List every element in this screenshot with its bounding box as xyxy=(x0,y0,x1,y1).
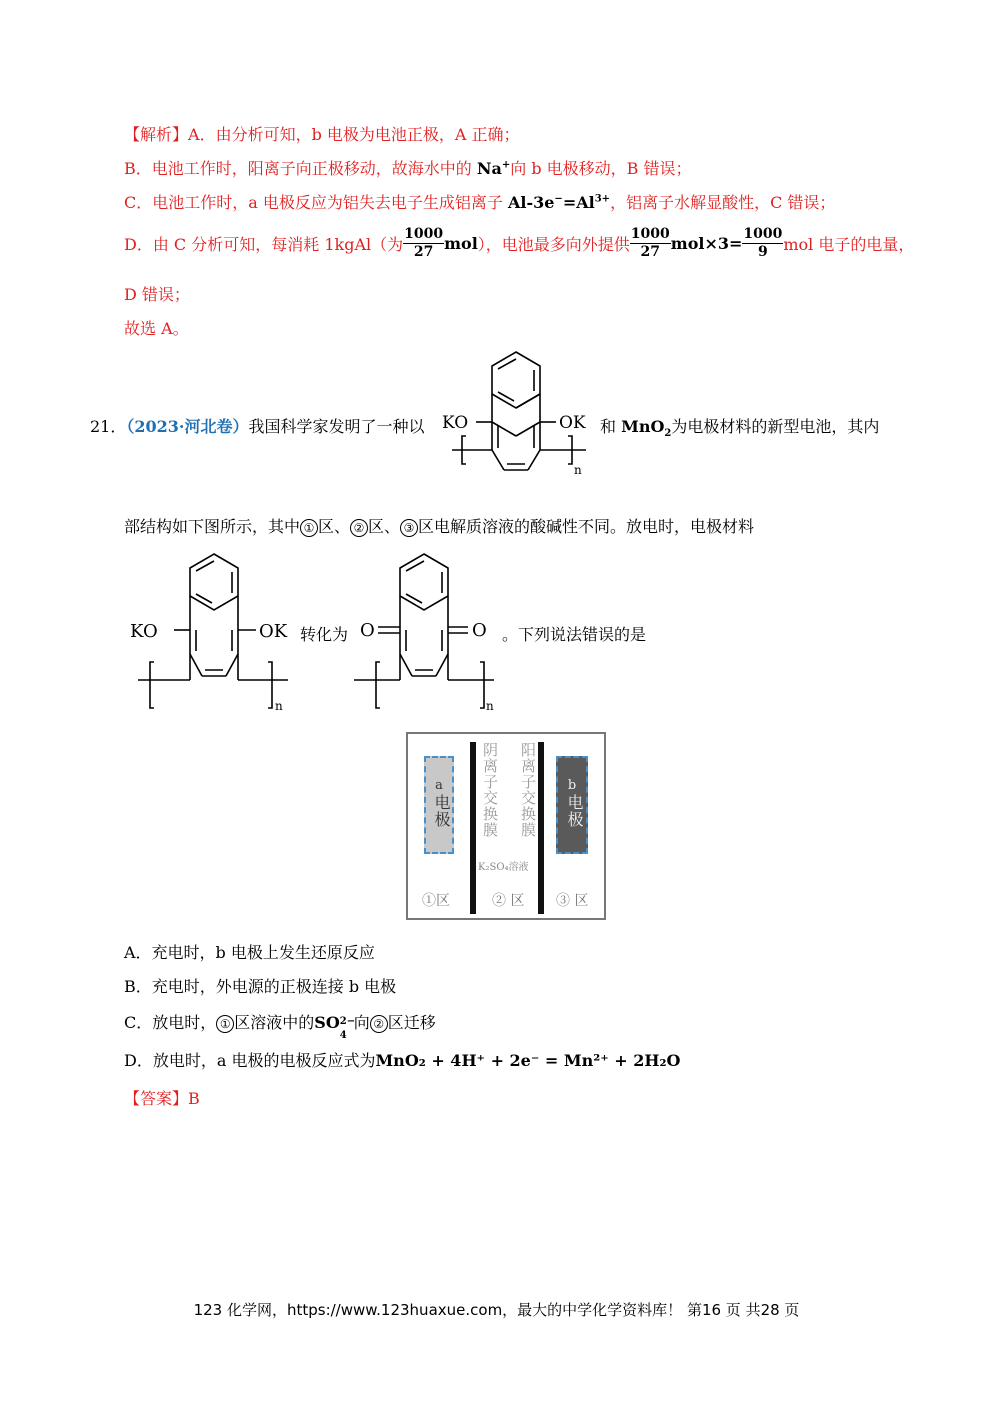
electrode-a-label: 电极 xyxy=(432,794,451,828)
svg-text:OK: OK xyxy=(559,413,586,433)
polymer-structure-3 xyxy=(354,548,504,716)
polymer-structure-2 xyxy=(128,548,298,716)
svg-text:n: n xyxy=(574,463,582,477)
option-c: C．放电时， ① 区溶液中的SO 2− 4 向 ② 区迁移 xyxy=(124,1013,436,1041)
cation-membrane-label: 阳离子交换膜 xyxy=(519,742,537,838)
fraction-1000-27-b: $\frac{1000}{27}$ xyxy=(630,226,670,260)
convert-text: 转化为 xyxy=(300,625,349,644)
mno2-equation: MnO₂ + 4H⁺ + 2e⁻ = Mn²⁺ + 2H₂O xyxy=(375,1051,681,1070)
zone-3-label: ③ 区 xyxy=(556,893,589,909)
analysis-line-d2: D 错误； xyxy=(124,285,190,304)
analysis-tag: 【解析】 xyxy=(124,125,189,144)
svg-text:n: n xyxy=(275,699,283,713)
fraction-1000-27: $\frac{1000}{27}$ xyxy=(404,226,444,260)
electrolyte-label: K₂SO₄溶液 xyxy=(478,862,529,873)
option-a: A．充电时，b 电极上发生还原反应 xyxy=(124,943,375,962)
mno2-formula: MnO$_2$ xyxy=(621,417,672,440)
svg-text:n: n xyxy=(486,699,494,713)
cation-membrane xyxy=(538,742,544,914)
svg-text:O: O xyxy=(472,620,487,641)
sulfate-ion: SO 2− 4 xyxy=(314,1013,356,1041)
anion-membrane-label: 阴离子交换膜 xyxy=(481,742,499,838)
electrode-a-letter: a xyxy=(435,778,443,793)
question-line-3-tail: 。下列说法错误的是 xyxy=(502,625,647,644)
svg-text:OK: OK xyxy=(259,621,288,642)
zone-2-label: ② 区 xyxy=(492,893,525,909)
analysis-conclusion: 故选 A。 xyxy=(124,319,189,338)
option-d: D．放电时，a 电极的电极反应式为MnO₂ + 4H⁺ + 2e⁻ = Mn²⁺ + 2H₂O xyxy=(124,1051,681,1070)
answer-value: B xyxy=(188,1089,200,1108)
analysis-line-b: B．电池工作时，阳离子向正极移动，故海水中的 Na+向 b 电极移动，B 错误； xyxy=(124,159,692,178)
answer-line xyxy=(124,1086,200,1109)
analysis-line-a: 【解析】A．由分析可知，b 电极为电池正极，A 正确； xyxy=(124,125,520,144)
answer-tag: 【答案】 xyxy=(124,1089,189,1108)
svg-text:KO: KO xyxy=(130,621,158,642)
page-footer: 123 化学网，https://www.123huaxue.com，最大的中学化学资料库！ 第16 页 共28 页 xyxy=(193,1301,800,1319)
anion-membrane xyxy=(470,742,476,914)
fraction-1000-9: $\frac{1000}{9}$ xyxy=(743,226,783,260)
battery-diagram xyxy=(406,732,606,920)
al-equation: $Al-3e^-=Al^{3+}$ xyxy=(507,193,611,212)
question-source: （2023·河北卷） xyxy=(126,417,249,436)
analysis-line-d: D．由 C 分析可知，每消耗 1kgAl（为 $\frac{1000}{27}$ mol），电池最多向外提供 $\frac{1000}{27}$ mol×3= $\frac{1000}{9}$ mol 电子的电量， xyxy=(124,226,915,260)
analysis-line-c: C．电池工作时，a 电极反应为铝失去电子生成铝离子 $Al-3e^-=Al^{3+}$，铝离子水解显酸性，C 错误； xyxy=(124,193,836,212)
question-line-1-tail: 和 MnO$_2$为电极材料的新型电池，其内 xyxy=(600,417,880,440)
svg-text:KO: KO xyxy=(442,413,469,433)
sodium-ion: Na+ xyxy=(476,159,511,178)
polymer-structure-1 xyxy=(436,346,596,501)
electrode-b-letter: b xyxy=(567,778,577,793)
option-b: B．充电时，外电源的正极连接 b 电极 xyxy=(124,977,397,996)
electrode-b-label: 电极 xyxy=(565,794,584,828)
zone-1-label: ①区 xyxy=(422,893,450,909)
svg-text:O: O xyxy=(360,620,375,641)
question-line-1: 21．（2023·河北卷）我国科学家发明了一种以 xyxy=(90,417,425,436)
question-line-2: 部结构如下图所示，其中 ① 区、 ② 区、 ③ 区电解质溶液的酸碱性不同。放电时，电极材料 xyxy=(124,517,755,536)
